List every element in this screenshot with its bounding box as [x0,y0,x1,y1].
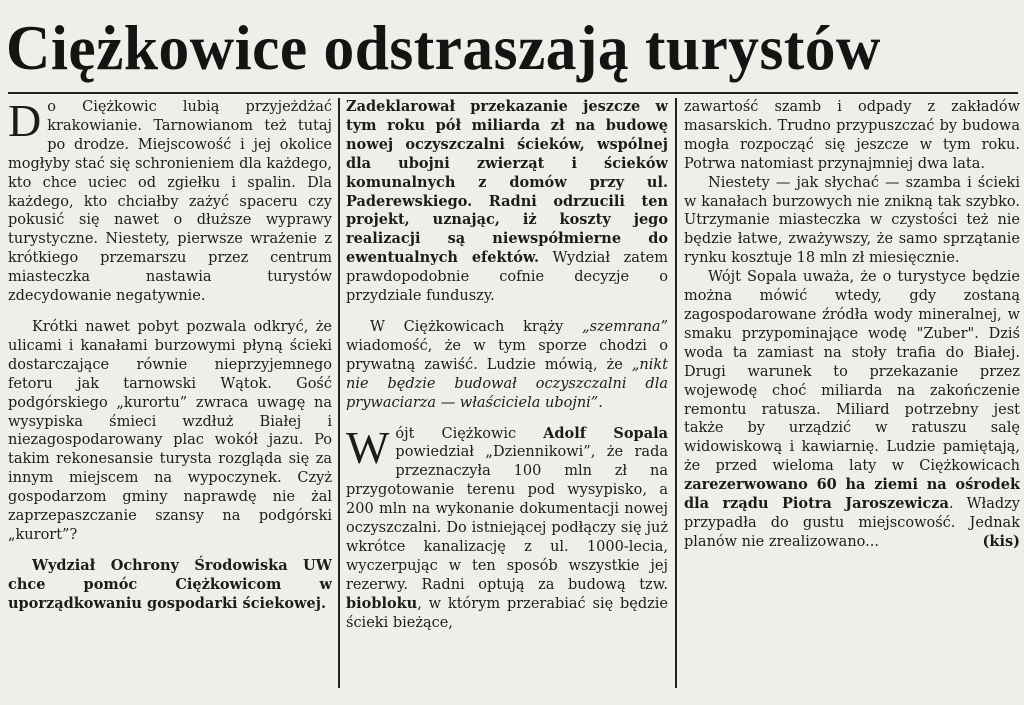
paragraph-intro [8,98,332,306]
paragraph: zawartość szamb i odpady z zakładów masarskich. Trudno przypuszczać by budowa mogła rozpocząć się jeszcze w tym roku. Potrwa natomiast przynajmniej dwa lata. [684,99,1020,172]
italic-quote: „nikt nie będzie budował oczyszczalni dla prywaciarza — właściciela ubojni” [346,356,668,411]
headline-rule [8,92,1018,94]
text-run: , w którym przerabiać się będzie ścieki bieżące, [346,595,668,631]
column-divider-1 [338,98,340,688]
text-run: ójt Ciężkowic [395,425,544,442]
text-run: Wójt Sopala uważa, że o turystyce będzie można mówić wtedy, gdy zostaną zagospodarowane źródła wody mineralnej, w smaku przypominające wodę "Zuber". Dziś woda ta zamiast na stoły trafia do Białej. Drugi warunek to przekazanie przez wojewodę choć miliarda na zakończenie remontu ratusza. Miliard potrzebny jest także by urządzić w ratuszu salę widowiskową i kawiarnię. Ludzie pamiętają, że przed wieloma laty w Ciężkowicach [684,269,1020,475]
paragraph [684,268,1020,552]
paragraph: Krótki nawet pobyt pozwala odkryć, że ulicami i kanałami burzowymi płyną ścieki dostarczające równie nieprzyjemnego fetoru jak tarnowski Wątok. Gość podgórskiego „kurortu” zwraca uwagę na wysypiska śmieci wzdłuż Białej i niezagospodarowany plac wokół jazu. Po takim rekonesansie turysta rozgląda się za innym miejscem na wypoczynek. Czyż gospodarzom gminy naprawdę nie żal zaprzepaszczanie szansy na podgórski „kurort”? [8,318,332,543]
author-signature: (kis) [982,532,1020,550]
headline: Ciężkowice odstraszają turystów [6,12,881,83]
article-column-1 [8,98,332,698]
paragraph: Niestety — jak słychać — szamba i ścieki w kanałach burzowych nie znikną tak szybko. Utrzymanie miasteczka w czystości też nie będzie łatwe, zważywszy, że samo sprzątanie rynku kosztuje 18 mln zł miesięcznie. [684,174,1020,267]
italic-text: „szemrana” [582,318,668,335]
paragraph [346,318,668,413]
drop-cap: W [346,421,390,473]
column-divider-2 [675,98,677,688]
paragraph-text: o Ciężkowic lubią przyjeżdżać krakowianie. Tarnowianom też tutaj po drodze. Miejscowość i jej okolice mogłyby stać się schronieniem dla każdego, kto chce uciec od zgiełku i spalin. Dla każdego, kto chciałby zażyć spaceru czy pokusić się nawet o dłuższe wyprawy turystyczne. Niestety, pierwsze wrażenie z krótkiego przemarszu przez centrum miasteczka nastawia turystów zdecydowanie negatywnie. [8,99,332,305]
paragraph-bold: Wydział Ochrony Środowiska UW chce pomóc Ciężkowicom w uporządkowaniu gospodarki ściekowej. [8,556,332,612]
paragraph-bold-text: Zadeklarował przekazanie jeszcze w tym roku pół miliarda zł na budowę nowej oczyszczalni ścieków, wspólnej dla ubojni zwierząt i ścieków komunalnych z domów przy ul. Paderewskiego. Radni odrzucili ten projekt, uznając, iż koszty jego realizacji są niewspółmierne do ewentualnych efektów. [346,98,668,267]
person-name: Adolf Sopala [543,424,668,442]
text-run: . [598,394,603,411]
paragraph-wojt [346,421,668,633]
bold-text: zarezerwowano 60 ha ziemi na ośrodek dla rządu Piotra Jaroszewicza [684,476,1020,513]
drop-cap: D [8,98,42,146]
paragraph [346,98,668,306]
article-column-3 [684,98,1020,698]
text-run: . Władzy przypadła do gustu miejscowość. Jednak planów nie zrealizowano... [684,496,1020,550]
text-run: W Ciężkowicach krąży [370,318,583,335]
bold-term: biobloku [346,594,418,612]
article-column-2 [346,98,668,698]
text-run: wiadomość, że w tym sporze chodzi o prywatną zawiść. Ludzie mówią, że [346,337,668,373]
text-run: powiedział „Dziennikowi”, że rada przeznaczyła 100 mln zł na przygotowanie terenu pod wysypisko, a 200 mln na wykonanie dokumentacji nowej oczyszczalni. Do istniejącej podłączy się już wkrótce kanalizację z ul. 1000-lecia, wyczerpując w ten sposób wszystkie jej rezerwy. Radni optują za budową tzw. [346,444,668,593]
paragraph-text: Wydział zatem prawdopodobnie cofnie decyzje o przydziale funduszy. [346,250,668,305]
